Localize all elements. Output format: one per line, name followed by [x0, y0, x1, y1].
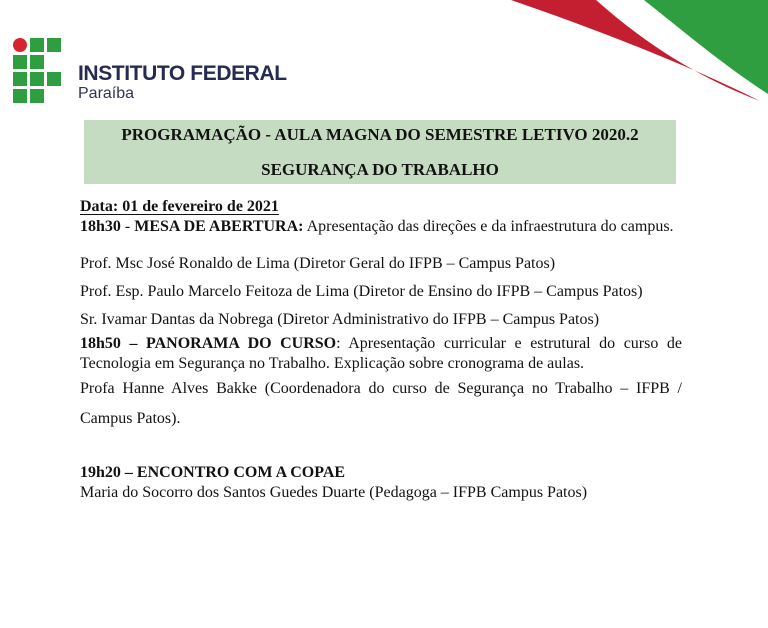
ribbon-green-shape	[644, 0, 768, 94]
ifpb-logo-icon	[13, 38, 61, 103]
session-panorama-separator: –	[120, 335, 146, 352]
session-opening-time: 18h30	[80, 218, 121, 235]
logo-dot	[13, 38, 27, 52]
session-copae-heading	[80, 463, 682, 483]
program-body	[80, 197, 682, 503]
session-panorama-description: : Apresentação curricular e estrutural do curso de Tecnologia em Segurança no Trabalho. Explicação sobre cronograma de aulas.	[80, 335, 683, 372]
logo-square	[30, 38, 44, 52]
logo-square	[30, 55, 44, 69]
logo-square	[47, 72, 61, 86]
opening-speakers-list	[80, 250, 682, 334]
logo-gap	[47, 55, 61, 69]
session-copae	[80, 463, 682, 503]
program-title-banner	[84, 120, 676, 184]
institution-unit: Paraíba	[78, 85, 135, 102]
institution-name: INSTITUTO FEDERAL	[78, 62, 287, 85]
speaker-line: Prof. Esp. Paulo Marcelo Feitoza de Lima (Diretor de Ensino do IFPB – Campus Patos)	[80, 283, 643, 300]
session-copae-speaker: Maria do Socorro dos Santos Guedes Duarte (Pedagoga – IFPB Campus Patos)	[80, 484, 588, 501]
program-title-line1: PROGRAMAÇÃO - AULA MAGNA DO SEMESTRE LETIVO 2020.2	[121, 125, 639, 144]
session-panorama-time: 18h50	[80, 335, 121, 352]
panorama-speaker: Profa Hanne Alves Bakke (Coordenadora do curso de Segurança no Trabalho – IFPB / Campus Patos).	[80, 380, 682, 427]
session-panorama-title: PANORAMA DO CURSO	[146, 335, 337, 352]
logo-square	[30, 72, 44, 86]
logo-square	[13, 72, 27, 86]
session-opening-separator: -	[120, 218, 135, 235]
session-opening-description: Apresentação das direções e da infraestrutura do campus.	[303, 218, 674, 235]
speaker-line: Sr. Ivamar Dantas da Nobrega (Diretor Administrativo do IFPB – Campus Patos)	[80, 311, 600, 328]
logo-gap	[47, 89, 61, 103]
event-date: Data: 01 de fevereiro de 2021	[80, 198, 279, 215]
session-copae-separator: –	[120, 464, 137, 481]
logo-square	[13, 55, 27, 69]
logo-square	[47, 38, 61, 52]
speaker-line: Prof. Msc José Ronaldo de Lima (Diretor Geral do IFPB – Campus Patos)	[80, 255, 556, 272]
corner-ribbon	[488, 0, 768, 118]
logo-wordmark	[78, 63, 287, 102]
session-panorama	[80, 334, 682, 374]
session-copae-time: 19h20	[80, 464, 121, 481]
session-opening	[80, 217, 682, 237]
session-opening-title: MESA DE ABERTURA:	[134, 218, 304, 235]
logo-square	[13, 89, 27, 103]
program-title-line2: SEGURANÇA DO TRABALHO	[261, 160, 499, 179]
session-copae-title: ENCONTRO COM A COPAE	[136, 464, 346, 481]
logo-square	[30, 89, 44, 103]
